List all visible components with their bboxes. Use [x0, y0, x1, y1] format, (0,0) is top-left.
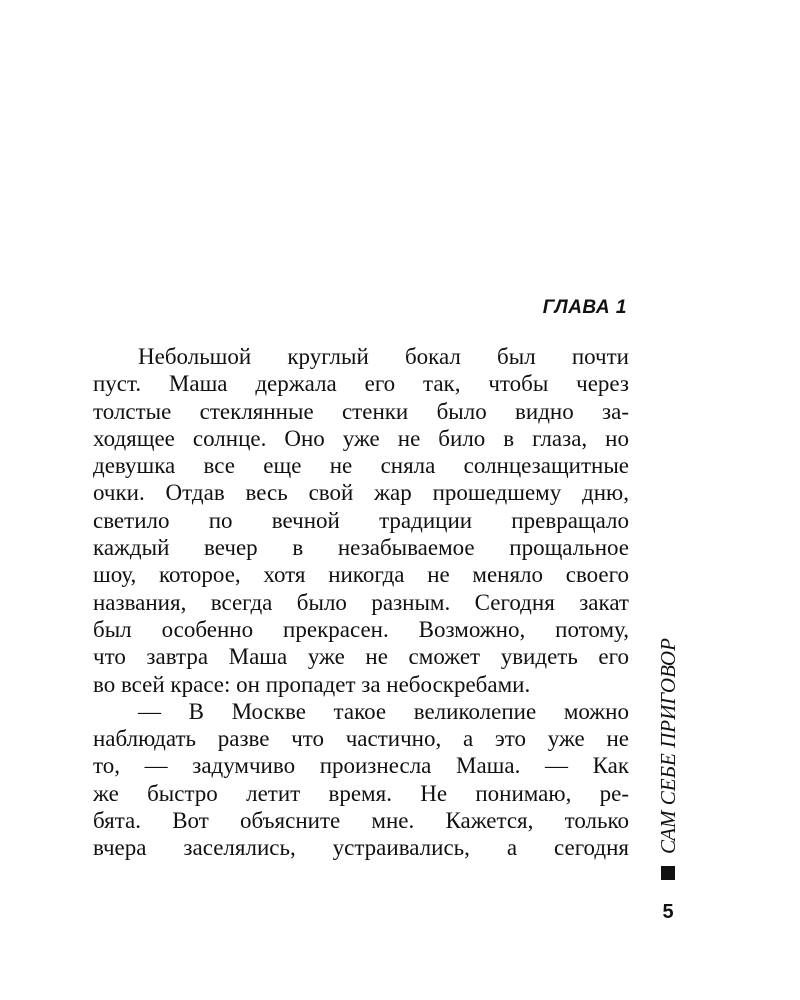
running-title-text: САМ СЕБЕ ПРИГОВОР: [656, 638, 680, 854]
text-line: был особенно прекрасен. Возможно, потому,: [93, 616, 629, 642]
text-line: ходящее солнце. Оно уже не било в глаза, но: [93, 425, 629, 451]
text-line: вчера заселялись, устраивались, а сегодня: [93, 835, 629, 861]
text-line: то, — задумчиво произнесла Маша. — Как: [93, 753, 629, 779]
text-line: названия, всегда было разным. Сегодня закат: [93, 589, 629, 615]
text-line: во всей красе: он пропадет за небоскребами.: [93, 671, 531, 697]
page-number: 5: [662, 901, 674, 923]
text-line: девушка все еще не сняла солнцезащитные: [93, 453, 629, 479]
text-line: очки. Отдав весь свой жар прошедшему дню,: [93, 480, 629, 506]
text-line: пуст. Маша держала его так, чтобы через: [93, 371, 629, 397]
text-line: же быстро летит время. Не понимаю, ре-: [93, 780, 629, 806]
text-line: каждый вечер в незабываемое прощальное: [93, 535, 629, 561]
text-line: светило по вечной традиции превращало: [93, 507, 629, 533]
square-marker-icon: [661, 866, 675, 880]
text-line: что завтра Маша уже не сможет увидеть его: [93, 644, 629, 670]
running-title: [655, 638, 681, 880]
body-text: [93, 343, 629, 862]
text-line: толстые стеклянные стенки было видно за-: [93, 398, 629, 424]
text-line: Небольшой круглый бокал был почти: [138, 344, 629, 369]
text-line: бята. Вот объясните мне. Кажется, только: [93, 808, 629, 834]
chapter-heading: ГЛАВА 1: [542, 297, 627, 318]
text-line: шоу, которое, хотя никогда не меняло своего: [93, 562, 629, 588]
text-line: наблюдать разве что частично, а это уже не: [93, 726, 629, 752]
text-line: — В Москве такое великолепие можно: [138, 698, 629, 724]
